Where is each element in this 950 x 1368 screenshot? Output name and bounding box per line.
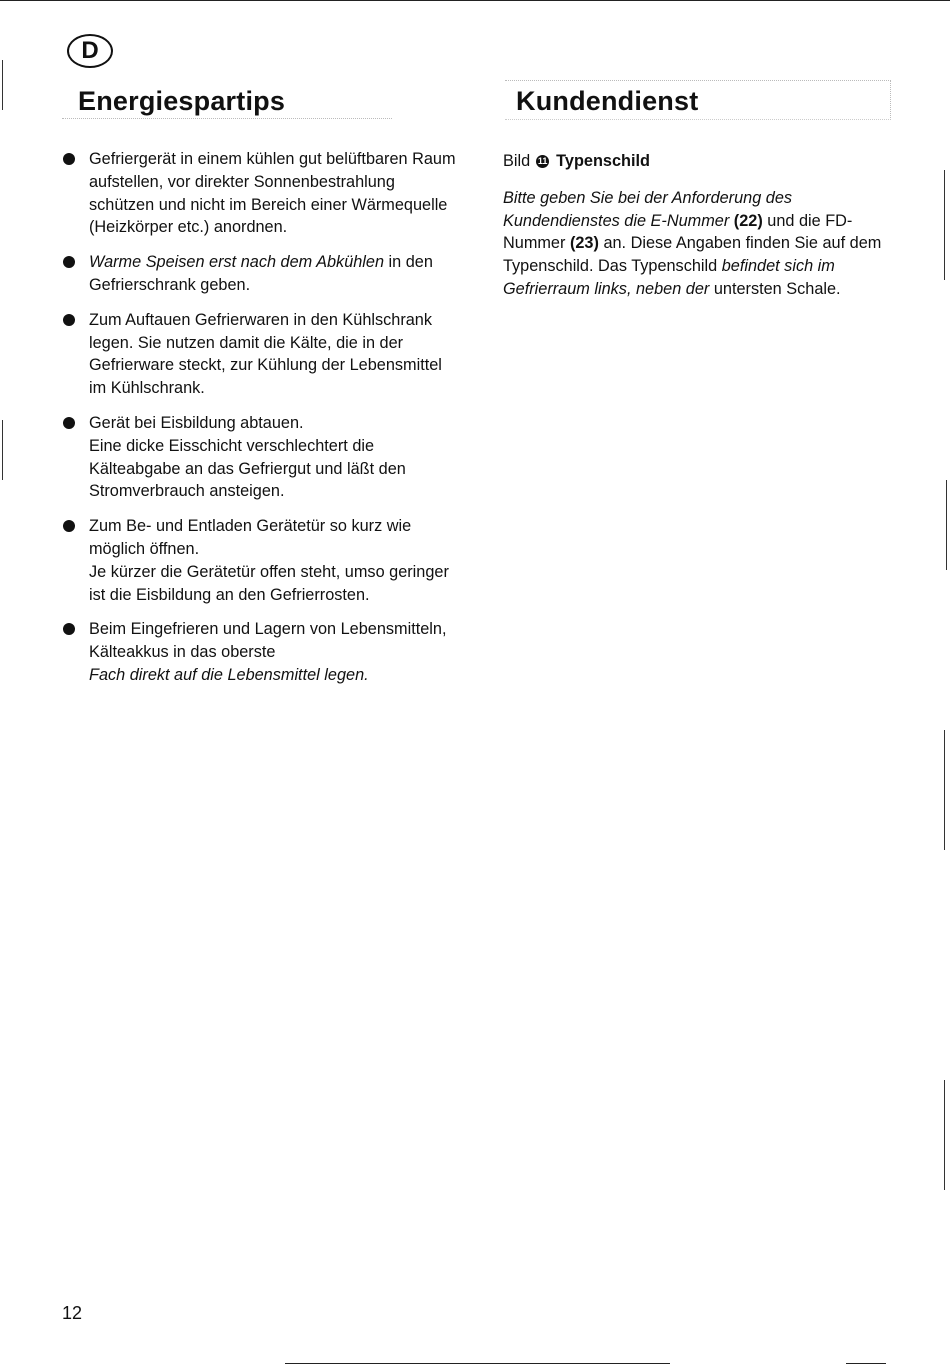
tip-text: Beim Eingefrieren und Lagern von Lebensmitteln, Kälteakkus in das oberste [89, 620, 447, 662]
tip-text: Gerät bei Eisbildung abtauen. [89, 413, 304, 432]
bullet-icon [63, 153, 75, 165]
edge-mark [944, 1080, 945, 1190]
bullet-icon [63, 623, 75, 635]
heading-underline [62, 118, 392, 119]
tip-item [60, 515, 460, 606]
tip-text-italic: Warme Speisen erst nach dem Abkühlen [89, 253, 385, 272]
tip-item [60, 412, 460, 503]
tip-text: Zum Auftauen Gefrierwaren in den Kühlschrank legen. Sie nutzen damit die Kälte, die in der Gefrierware steckt, zur Kühlung der Lebensmittel im Kühlschrank. [89, 310, 442, 398]
edge-mark [944, 730, 945, 850]
edge-mark [2, 60, 3, 110]
edge-mark [2, 420, 3, 480]
bottom-rule-short [846, 1363, 886, 1364]
energy-tips-heading: Energiespartips [78, 86, 286, 116]
tip-item [60, 309, 460, 400]
bullet-icon [63, 520, 75, 532]
tip-text: Fach direkt auf die Lebensmittel legen. [89, 665, 369, 684]
figure-reference [503, 150, 903, 173]
top-rule [0, 0, 950, 1]
tip-text: Zum Be- und Entladen Gerätetür so kurz wie möglich öffnen. [89, 517, 412, 558]
service-text: untersten Schale. [709, 279, 841, 298]
bottom-rule [285, 1363, 670, 1364]
bullet-icon [63, 256, 75, 268]
language-badge: D [67, 34, 113, 68]
page-number: 12 [62, 1303, 83, 1323]
fd-number-ref: (23) [569, 234, 599, 253]
tip-item [60, 251, 460, 297]
tip-item [60, 148, 460, 239]
edge-mark [946, 480, 947, 570]
tip-text: Eine dicke Eisschicht verschlechtert die Kälteabgabe an das Gefriergut und läßt den Stromverbrauch ansteigen. [89, 436, 406, 501]
service-text: an. Diese Angaben finden Sie auf dem Typenschild. Das Typenschild [503, 234, 882, 276]
bullet-icon [63, 417, 75, 429]
customer-service-section [503, 150, 903, 301]
figure-title: Typenschild [556, 152, 650, 170]
figure-prefix: Bild [503, 152, 531, 170]
service-text-italic: befindet sich im Gefrierraum links, neben der [503, 257, 835, 298]
service-paragraph [503, 187, 903, 301]
bullet-icon [63, 314, 75, 326]
e-number-ref: (22) [733, 211, 763, 230]
tip-item [60, 618, 460, 686]
figure-number-icon: 11 [537, 156, 548, 166]
customer-service-heading: Kundendienst [516, 86, 699, 116]
service-text: und die FD-Nummer [503, 211, 853, 253]
tip-text: Warme Speisen erst nach dem Abkühlen in den Gefrierschrank geben. [89, 253, 433, 294]
edge-mark [944, 170, 945, 280]
tip-text: Je kürzer die Gerätetür offen steht, umso geringer ist die Eisbildung an den Gefrierrosten. [89, 562, 449, 604]
service-text: Bitte geben Sie bei der Anforderung des Kundendienstes die E-Nummer [503, 188, 793, 230]
tip-text: Gefriergerät in einem kühlen gut belüftbaren Raum aufstellen, vor direkter Sonnenbestrahlung schützen und nicht im Bereich einer Wärmequelle (Heizkörper etc.) anordnen. [89, 150, 456, 237]
energy-tips-list [60, 148, 460, 687]
